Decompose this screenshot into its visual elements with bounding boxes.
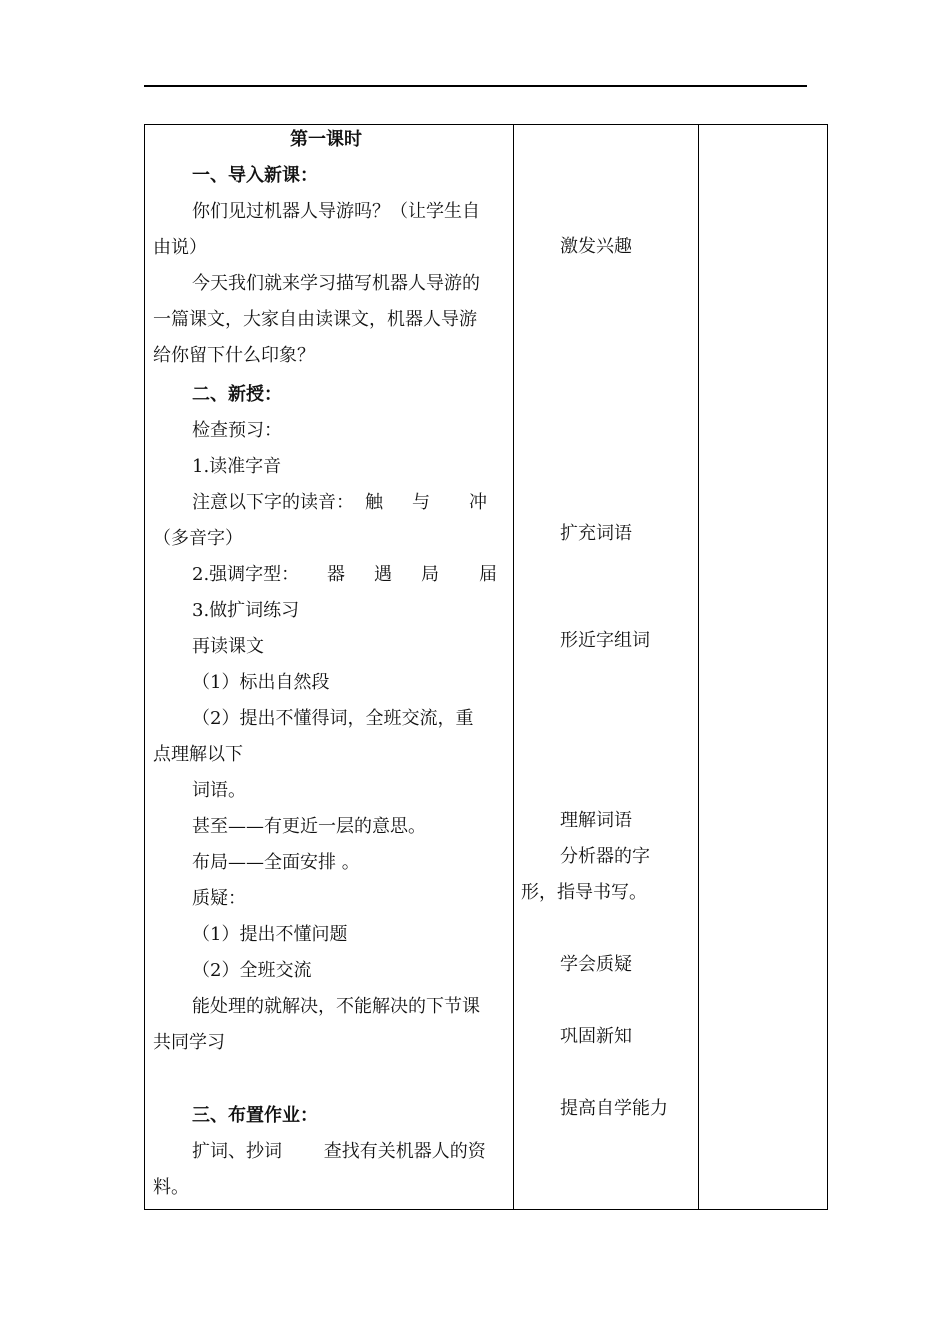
intent-note: 激发兴趣 bbox=[560, 236, 632, 257]
shape-char: 届 bbox=[479, 564, 497, 585]
intent-note: 理解词语 bbox=[560, 810, 632, 831]
text-line: 词语。 bbox=[192, 780, 246, 801]
intent-note: 提高自学能力 bbox=[560, 1098, 668, 1119]
text-line: 今天我们就来学习描写机器人导游的 bbox=[192, 273, 480, 294]
shape-char: 遇 bbox=[374, 564, 392, 585]
text-line: 能处理的就解决，不能解决的下节课 bbox=[192, 996, 480, 1017]
lesson-title: 第一课时 bbox=[290, 129, 362, 150]
section-heading-intro: 一、导入新课： bbox=[192, 165, 318, 186]
intent-note: 学会质疑 bbox=[560, 954, 632, 975]
header-rule bbox=[144, 85, 807, 87]
pron-char: 触 bbox=[365, 492, 383, 513]
text-line: 一篇课文，大家自由读课文，机器人导游 bbox=[153, 309, 477, 330]
shape-char: 器 bbox=[327, 564, 345, 585]
shape-char: 局 bbox=[421, 564, 439, 585]
text-line: 质疑： bbox=[192, 888, 246, 909]
text-line: （多音字） bbox=[153, 528, 243, 549]
intent-note: 分析器的字 bbox=[560, 846, 650, 867]
text-line: 扩词、抄词 查找有关机器人的资 bbox=[192, 1141, 486, 1162]
pron-char: 冲 bbox=[469, 492, 487, 513]
text-line: （2）全班交流 bbox=[192, 960, 312, 981]
text-line: 检查预习： bbox=[192, 420, 282, 441]
intent-note: 巩固新知 bbox=[560, 1026, 632, 1047]
pron-char: 与 bbox=[412, 492, 430, 513]
column-divider bbox=[698, 125, 699, 1209]
text-line: 甚至——有更近一层的意思。 bbox=[192, 816, 426, 837]
section-heading-new: 二、新授： bbox=[192, 384, 282, 405]
intent-note: 扩充词语 bbox=[560, 523, 632, 544]
text-line: 料。 bbox=[153, 1177, 189, 1198]
intent-note: 形近字组词 bbox=[560, 630, 650, 651]
text-line: （1）提出不懂问题 bbox=[192, 924, 348, 945]
column-divider bbox=[513, 125, 514, 1209]
text-line: 你们见过机器人导游吗？（让学生自 bbox=[192, 201, 480, 222]
text-line: 点理解以下 bbox=[153, 744, 243, 765]
text-line: 共同学习 bbox=[153, 1032, 225, 1053]
text-line: （2）提出不懂得词，全班交流，重 bbox=[192, 708, 474, 729]
intent-note: 形，指导书写。 bbox=[521, 882, 647, 903]
text-line: 2.强调字型： bbox=[192, 564, 300, 585]
text-line: 再读课文 bbox=[192, 636, 264, 657]
text-line: 给你留下什么印象？ bbox=[153, 345, 315, 366]
text-line: （1）标出自然段 bbox=[192, 672, 330, 693]
text-line: 注意以下字的读音： bbox=[192, 492, 354, 513]
text-line: 由说） bbox=[153, 237, 207, 258]
section-heading-homework: 三、布置作业： bbox=[192, 1105, 318, 1126]
text-line: 布局——全面安排 。 bbox=[192, 852, 360, 873]
text-line: 3.做扩词练习 bbox=[192, 600, 300, 621]
text-line: 1.读准字音 bbox=[192, 456, 282, 477]
